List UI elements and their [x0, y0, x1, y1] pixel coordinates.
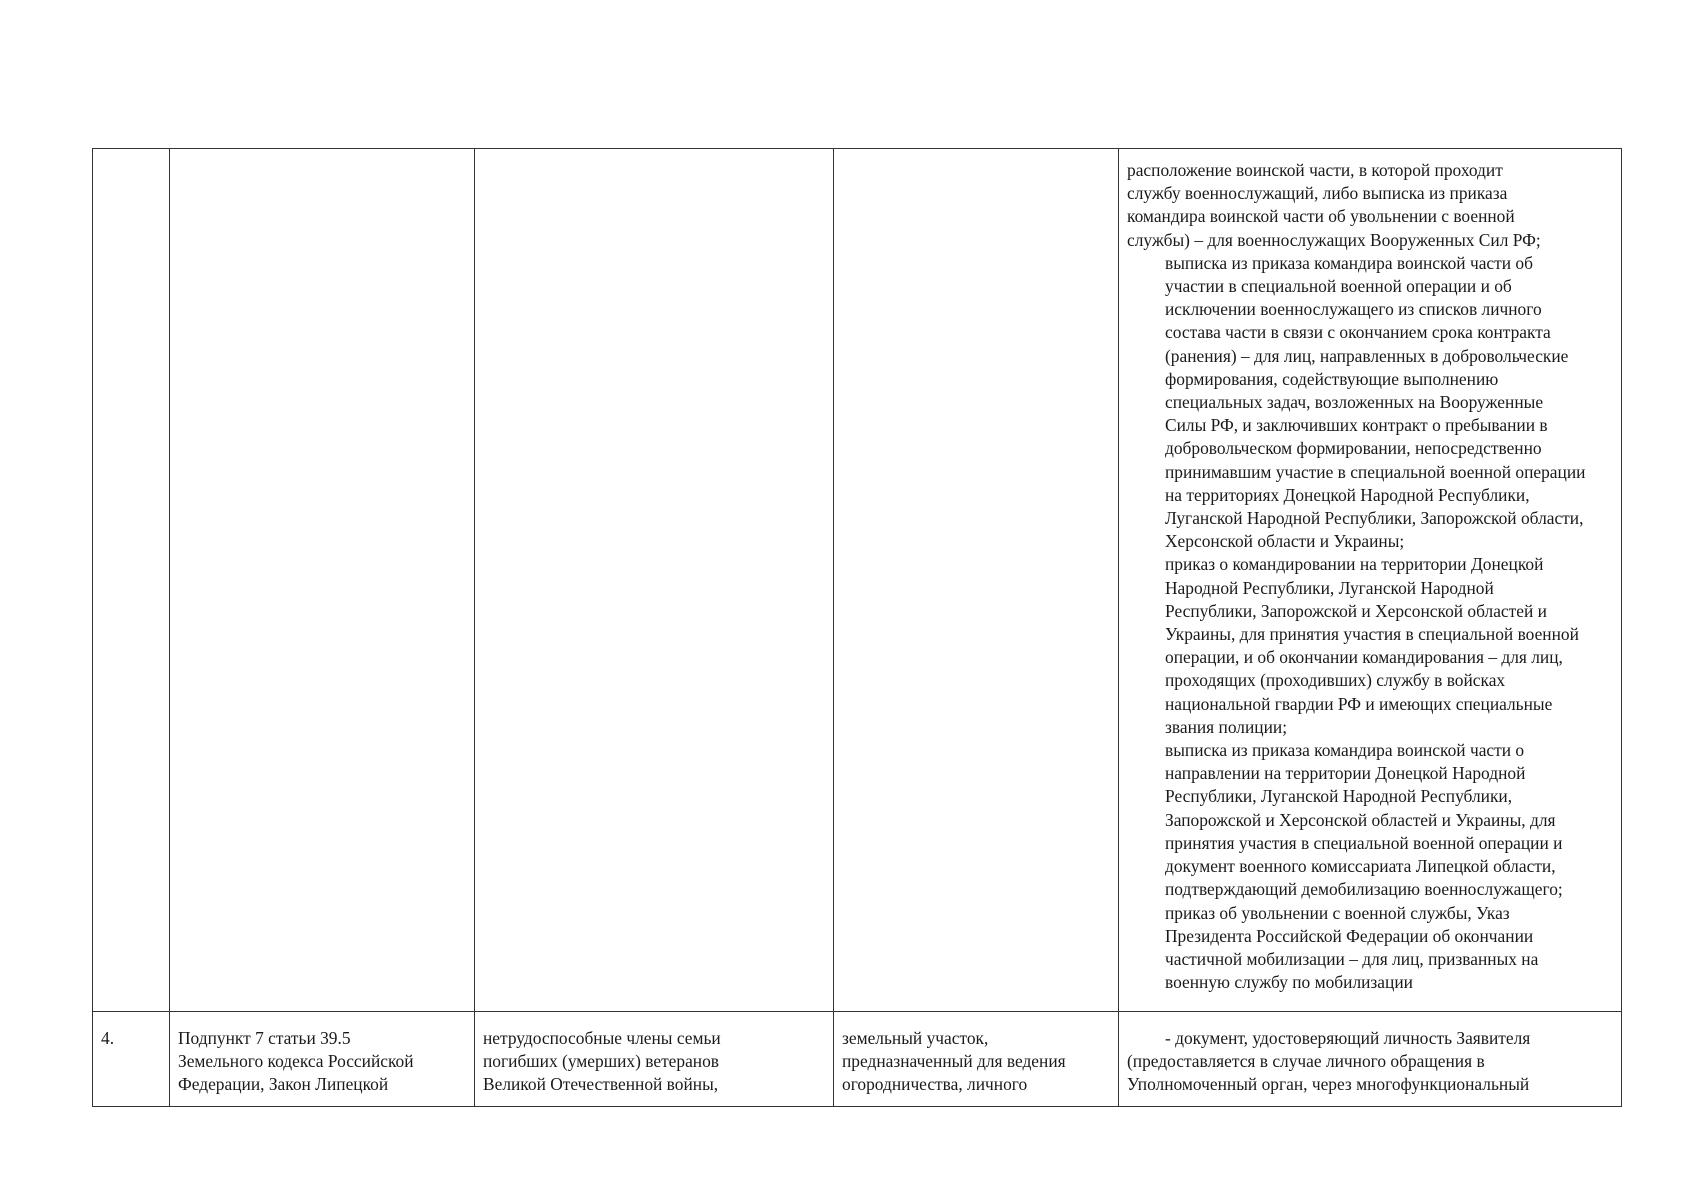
text-line: предназначенный для ведения [842, 1051, 1066, 1072]
required-documents-cell [1119, 1012, 1622, 1107]
table-row-4 [93, 1012, 1622, 1107]
text-line: добровольческом формировании, непосредственно [1165, 438, 1542, 459]
text-line: службы) – для военнослужащих Вооруженных Сил РФ; [1127, 229, 1541, 250]
text-line: - документ, удостоверяющий личность Заявителя [1165, 1028, 1531, 1048]
text-line: командира воинской части об увольнении с военной [1127, 206, 1515, 227]
required-documents-text [1119, 149, 1621, 998]
text-line: Подпункт 7 статьи 39.5 [178, 1028, 351, 1048]
text-line: Народной Республики, Луганской Народной [1165, 577, 1494, 598]
text-line: Уполномоченный орган, через многофункциональный [1127, 1074, 1530, 1095]
text-line: приказ об увольнении с военной службы, Указ [1165, 902, 1510, 923]
required-documents-text [1119, 1012, 1621, 1101]
text-line: формирования, содействующие выполнению [1165, 368, 1499, 389]
text-line: Земельного кодекса Российской [178, 1051, 414, 1072]
text-line: документ военного комиссариата Липецкой области, [1165, 856, 1556, 877]
text-line: Украины, для принятия участия в специальной военной [1165, 624, 1579, 645]
land-purpose-cell [834, 149, 1119, 1012]
text-line: принимавшим участие в специальной военной операции [1165, 461, 1586, 482]
text-line: состава части в связи с окончанием срока контракта [1165, 322, 1551, 343]
text-line: Запорожской и Херсонской областей и Украины, для [1165, 809, 1556, 830]
text-line: частичной мобилизации – для лиц, призванных на [1165, 948, 1539, 969]
text-line: Луганской Народной Республики, Запорожской области, [1165, 508, 1584, 529]
document-paragraph [1127, 739, 1615, 994]
text-line: Великой Отечественной войны, [483, 1074, 719, 1095]
text-line: подтверждающий демобилизацию военнослужащего; [1165, 879, 1563, 900]
text-line: национальной гвардии РФ и имеющих специальные [1165, 693, 1553, 714]
text-line: выписка из приказа командира воинской части об [1165, 252, 1533, 273]
document-paragraph [1127, 553, 1615, 739]
table-row-continuation [93, 149, 1622, 1012]
text-line: военную службу по мобилизации [1165, 972, 1413, 993]
land-purpose-text [834, 1012, 1118, 1101]
required-documents-cell [1119, 149, 1622, 1012]
text-line: (ранения) – для лиц, направленных в добровольческие [1165, 345, 1569, 366]
text-line: на территориях Донецкой Народной Республики, [1165, 484, 1530, 505]
text-line: Президента Российской Федерации об окончании [1165, 925, 1534, 946]
text-line: службу военнослужащий, либо выписка из приказа [1127, 183, 1508, 204]
text-line: участии в специальной военной операции и об [1165, 276, 1512, 297]
text-line: Федерации, Закон Липецкой [178, 1074, 389, 1095]
land-purpose-cell [834, 1012, 1119, 1107]
text-line: Республики, Луганской Народной Республики, [1165, 786, 1513, 807]
text-line: специальных задач, возложенных на Вооруженные [1165, 392, 1544, 413]
document-paragraph [1127, 252, 1615, 554]
text-line: огородничества, личного [842, 1074, 1028, 1095]
text-line: земельный участок, [842, 1028, 989, 1048]
document-paragraph [1127, 159, 1615, 252]
text-line: операции, и об окончании командирования – для лиц, [1165, 647, 1563, 668]
applicant-category-cell [475, 149, 834, 1012]
text-line: расположение воинской части, в которой проходит [1127, 160, 1503, 180]
land-allocation-table [92, 148, 1622, 1107]
text-line: исключении военнослужащего из списков личного [1165, 299, 1542, 320]
text-line: направлении на территории Донецкой Народной [1165, 763, 1526, 784]
legal-basis-cell [170, 149, 475, 1012]
text-line: проходящих (проходивших) службу в войсках [1165, 670, 1506, 691]
text-line: Силы РФ, и заключивших контракт о пребывании в [1165, 415, 1548, 436]
text-line: приказ о командировании на территории Донецкой [1165, 554, 1544, 575]
text-line: принятия участия в специальной военной операции и [1165, 832, 1563, 853]
number-cell [93, 1012, 170, 1107]
text-line: погибших (умерших) ветеранов [483, 1051, 720, 1072]
text-line: (предоставляется в случае личного обращения в [1127, 1051, 1485, 1072]
legal-basis-cell [170, 1012, 475, 1107]
row-number: 4. [101, 1028, 115, 1048]
applicant-category-text [475, 1012, 833, 1101]
text-line: нетрудоспособные члены семьи [483, 1028, 721, 1048]
text-line: Херсонской области и Украины; [1165, 531, 1405, 552]
legal-basis-text [170, 1012, 474, 1101]
text-line: Республики, Запорожской и Херсонской областей и [1165, 600, 1547, 621]
applicant-category-cell [475, 1012, 834, 1107]
number-cell [93, 149, 170, 1012]
text-line: звания полиции; [1165, 716, 1288, 737]
text-line: выписка из приказа командира воинской части о [1165, 740, 1525, 761]
